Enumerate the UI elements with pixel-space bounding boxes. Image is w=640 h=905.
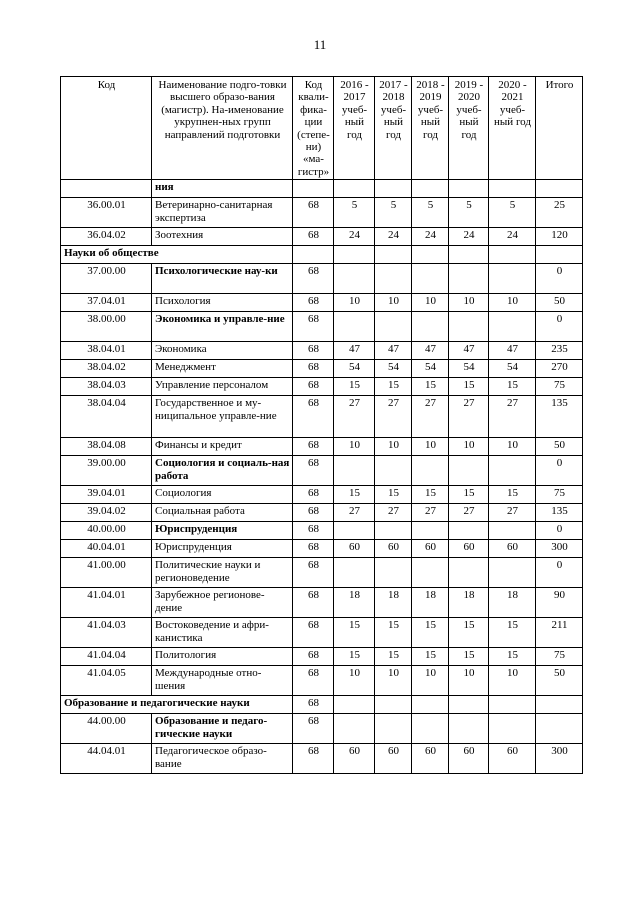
year-value: 15: [375, 486, 412, 504]
table-row: [61, 540, 583, 558]
empty-cell: [449, 696, 489, 714]
table-row: [61, 588, 583, 618]
year-value: 27: [375, 504, 412, 522]
qualification-code: 68: [293, 378, 334, 396]
empty-cell: [375, 696, 412, 714]
year-value: [489, 312, 536, 342]
qualification-code: 68: [293, 588, 334, 618]
year-value: 5: [412, 198, 449, 228]
program-name: Экономика: [152, 342, 293, 360]
year-value: 18: [334, 588, 375, 618]
program-name: Политология: [152, 648, 293, 666]
year-value: [449, 522, 489, 540]
empty-cell: [293, 246, 334, 264]
section-row: [61, 246, 583, 264]
total-value: [536, 180, 583, 198]
program-code: 41.00.00: [61, 558, 152, 588]
year-value: 24: [334, 228, 375, 246]
program-code: 41.04.04: [61, 648, 152, 666]
year-value: 60: [334, 540, 375, 558]
table-row: [61, 504, 583, 522]
year-value: [375, 456, 412, 486]
qualification-code: 68: [293, 312, 334, 342]
empty-cell: [449, 246, 489, 264]
program-code: 40.04.01: [61, 540, 152, 558]
table-header-row: [61, 77, 583, 180]
qualification-code: 68: [293, 438, 334, 456]
year-value: [412, 312, 449, 342]
table-row: [61, 360, 583, 378]
program-name: Востоковедение и афри-канистика: [152, 618, 293, 648]
program-name: ния: [152, 180, 293, 198]
total-value: 0: [536, 558, 583, 588]
table-row: [61, 264, 583, 294]
year-value: [375, 522, 412, 540]
table-row: [61, 666, 583, 696]
empty-cell: [412, 246, 449, 264]
year-value: [334, 522, 375, 540]
qualification-code: 68: [293, 522, 334, 540]
year-value: 5: [334, 198, 375, 228]
header-qualification: Код квали-фика-ции (степе-ни) «ма-гистр»: [293, 77, 334, 180]
program-name: Социальная работа: [152, 504, 293, 522]
year-value: 10: [449, 438, 489, 456]
program-code: 36.00.01: [61, 198, 152, 228]
qualification-code: 68: [293, 264, 334, 294]
year-value: [334, 312, 375, 342]
program-name: Государственное и му-ниципальное управле-ние: [152, 396, 293, 438]
program-code: [61, 180, 152, 198]
table-row: [61, 648, 583, 666]
section-title: Образование и педагогические науки: [61, 696, 293, 714]
program-name: Экономика и управле-ние: [152, 312, 293, 342]
year-value: 10: [489, 438, 536, 456]
empty-cell: [412, 696, 449, 714]
header-name: Наименование подго-товки высшего образо-вания (магистр). На-именование укрупнен-ных групп направлений подготовки: [152, 77, 293, 180]
year-value: [412, 522, 449, 540]
total-value: 75: [536, 486, 583, 504]
year-value: 47: [412, 342, 449, 360]
year-value: 10: [489, 666, 536, 696]
year-value: 54: [375, 360, 412, 378]
program-code: 44.00.00: [61, 714, 152, 744]
year-value: 54: [334, 360, 375, 378]
year-value: 15: [334, 648, 375, 666]
year-value: [375, 180, 412, 198]
table-row: [61, 180, 583, 198]
program-code: 39.00.00: [61, 456, 152, 486]
qualification-code: 68: [293, 648, 334, 666]
year-value: 10: [334, 666, 375, 696]
year-value: [375, 558, 412, 588]
empty-cell: [536, 696, 583, 714]
table-row: [61, 198, 583, 228]
header-2017: 2017 - 2018 учеб-ный год: [375, 77, 412, 180]
year-value: 47: [449, 342, 489, 360]
year-value: [449, 312, 489, 342]
total-value: 211: [536, 618, 583, 648]
year-value: [489, 180, 536, 198]
year-value: [334, 558, 375, 588]
program-code: 44.04.01: [61, 744, 152, 774]
year-value: 60: [375, 744, 412, 774]
total-value: 270: [536, 360, 583, 378]
total-value: 50: [536, 438, 583, 456]
program-name: Международные отно-шения: [152, 666, 293, 696]
year-value: 27: [449, 504, 489, 522]
table-row: [61, 438, 583, 456]
qualification-code: 68: [293, 666, 334, 696]
year-value: 27: [412, 396, 449, 438]
empty-cell: [334, 246, 375, 264]
program-code: 38.04.04: [61, 396, 152, 438]
table-row: [61, 744, 583, 774]
table-row: [61, 522, 583, 540]
year-value: [334, 180, 375, 198]
program-name: Психологические нау-ки: [152, 264, 293, 294]
year-value: [334, 714, 375, 744]
table-row: [61, 618, 583, 648]
year-value: 60: [412, 744, 449, 774]
program-code: 37.00.00: [61, 264, 152, 294]
year-value: [412, 558, 449, 588]
year-value: 10: [412, 294, 449, 312]
year-value: [375, 312, 412, 342]
header-code: Код: [61, 77, 152, 180]
table-row: [61, 228, 583, 246]
year-value: [375, 264, 412, 294]
year-value: 15: [334, 618, 375, 648]
section-title: Науки об обществе: [61, 246, 293, 264]
year-value: 10: [375, 666, 412, 696]
year-value: [449, 558, 489, 588]
year-value: 10: [489, 294, 536, 312]
year-value: 27: [334, 504, 375, 522]
year-value: [489, 456, 536, 486]
section-row: [61, 696, 583, 714]
year-value: 24: [489, 228, 536, 246]
qualification-code: 68: [293, 504, 334, 522]
year-value: 15: [412, 618, 449, 648]
year-value: 24: [412, 228, 449, 246]
page-number: 11: [313, 37, 327, 52]
table-row: [61, 294, 583, 312]
program-name: Управление персоналом: [152, 378, 293, 396]
header-2016: 2016 - 2017 учеб-ный год: [334, 77, 375, 180]
qualification-code: 68: [293, 294, 334, 312]
table-row: [61, 486, 583, 504]
program-code: 38.04.08: [61, 438, 152, 456]
total-value: 25: [536, 198, 583, 228]
year-value: 27: [375, 396, 412, 438]
qualification-code: 68: [293, 696, 334, 714]
year-value: 10: [375, 438, 412, 456]
empty-cell: [375, 246, 412, 264]
year-value: 10: [334, 438, 375, 456]
total-value: [536, 714, 583, 744]
year-value: [489, 558, 536, 588]
total-value: 0: [536, 312, 583, 342]
header-2019: 2019 - 2020 учеб-ный год: [449, 77, 489, 180]
year-value: [334, 456, 375, 486]
qualification-code: 68: [293, 558, 334, 588]
total-value: 235: [536, 342, 583, 360]
header-2020: 2020 - 2021 учеб-ный год: [489, 77, 536, 180]
year-value: 27: [412, 504, 449, 522]
year-value: 18: [449, 588, 489, 618]
program-code: 38.04.01: [61, 342, 152, 360]
year-value: 15: [449, 618, 489, 648]
header-total: Итого: [536, 77, 583, 180]
year-value: 10: [412, 438, 449, 456]
year-value: 10: [412, 666, 449, 696]
program-name: Социология и социаль-ная работа: [152, 456, 293, 486]
year-value: 24: [375, 228, 412, 246]
table-body: [61, 180, 583, 774]
table-row: [61, 396, 583, 438]
year-value: 47: [334, 342, 375, 360]
program-code: 41.04.03: [61, 618, 152, 648]
year-value: [449, 264, 489, 294]
empty-cell: [536, 246, 583, 264]
program-name: Политические науки и регионоведение: [152, 558, 293, 588]
total-value: 0: [536, 522, 583, 540]
year-value: 18: [489, 588, 536, 618]
table-row: [61, 378, 583, 396]
total-value: 90: [536, 588, 583, 618]
qualification-code: 68: [293, 198, 334, 228]
qualification-code: 68: [293, 228, 334, 246]
program-name: Ветеринарно-санитарная экспертиза: [152, 198, 293, 228]
year-value: 15: [449, 648, 489, 666]
program-name: Зоотехния: [152, 228, 293, 246]
program-code: 36.04.02: [61, 228, 152, 246]
year-value: [489, 714, 536, 744]
year-value: 60: [449, 744, 489, 774]
year-value: [412, 264, 449, 294]
qualification-code: 68: [293, 618, 334, 648]
year-value: 47: [375, 342, 412, 360]
year-value: 54: [412, 360, 449, 378]
year-value: 15: [489, 618, 536, 648]
program-name: Зарубежное регионове-дение: [152, 588, 293, 618]
year-value: 60: [334, 744, 375, 774]
year-value: 15: [334, 486, 375, 504]
header-2018: 2018 - 2019 учеб-ный год: [412, 77, 449, 180]
total-value: 300: [536, 744, 583, 774]
program-name: Менеджмент: [152, 360, 293, 378]
year-value: 60: [412, 540, 449, 558]
year-value: 5: [489, 198, 536, 228]
year-value: 15: [375, 378, 412, 396]
total-value: 75: [536, 648, 583, 666]
year-value: 60: [489, 744, 536, 774]
year-value: 15: [412, 486, 449, 504]
year-value: 15: [449, 378, 489, 396]
program-code: 39.04.01: [61, 486, 152, 504]
table-row: [61, 558, 583, 588]
qualification-code: 68: [293, 714, 334, 744]
year-value: 5: [375, 198, 412, 228]
year-value: 18: [412, 588, 449, 618]
year-value: 15: [489, 648, 536, 666]
total-value: 120: [536, 228, 583, 246]
year-value: 15: [375, 648, 412, 666]
program-name: Психология: [152, 294, 293, 312]
qualification-code: 68: [293, 342, 334, 360]
year-value: 54: [449, 360, 489, 378]
program-code: 38.00.00: [61, 312, 152, 342]
qualification-code: [293, 180, 334, 198]
year-value: [489, 264, 536, 294]
year-value: 60: [375, 540, 412, 558]
year-value: [412, 180, 449, 198]
year-value: [412, 714, 449, 744]
program-name: Социология: [152, 486, 293, 504]
total-value: 50: [536, 294, 583, 312]
year-value: 15: [412, 648, 449, 666]
year-value: 27: [489, 396, 536, 438]
qualification-code: 68: [293, 486, 334, 504]
year-value: [375, 714, 412, 744]
total-value: 0: [536, 264, 583, 294]
year-value: 60: [489, 540, 536, 558]
year-value: 15: [489, 486, 536, 504]
table-row: [61, 456, 583, 486]
qualification-code: 68: [293, 456, 334, 486]
year-value: 10: [334, 294, 375, 312]
total-value: 135: [536, 504, 583, 522]
year-value: [489, 522, 536, 540]
year-value: 18: [375, 588, 412, 618]
year-value: [449, 180, 489, 198]
year-value: 27: [489, 504, 536, 522]
year-value: 24: [449, 228, 489, 246]
year-value: 60: [449, 540, 489, 558]
year-value: 15: [334, 378, 375, 396]
year-value: 47: [489, 342, 536, 360]
table-row: [61, 714, 583, 744]
total-value: 135: [536, 396, 583, 438]
year-value: 15: [412, 378, 449, 396]
qualification-code: 68: [293, 540, 334, 558]
year-value: 15: [375, 618, 412, 648]
year-value: [334, 264, 375, 294]
year-value: 10: [375, 294, 412, 312]
total-value: 0: [536, 456, 583, 486]
program-code: 41.04.05: [61, 666, 152, 696]
year-value: 15: [449, 486, 489, 504]
program-name: Юриспруденция: [152, 522, 293, 540]
training-plan-table: [60, 76, 583, 774]
year-value: [449, 456, 489, 486]
program-name: Образование и педаго-гические науки: [152, 714, 293, 744]
total-value: 50: [536, 666, 583, 696]
year-value: 27: [449, 396, 489, 438]
year-value: 10: [449, 666, 489, 696]
program-code: 40.00.00: [61, 522, 152, 540]
qualification-code: 68: [293, 360, 334, 378]
year-value: 27: [334, 396, 375, 438]
program-code: 38.04.02: [61, 360, 152, 378]
program-name: Юриспруденция: [152, 540, 293, 558]
total-value: 300: [536, 540, 583, 558]
empty-cell: [489, 246, 536, 264]
year-value: [412, 456, 449, 486]
program-code: 38.04.03: [61, 378, 152, 396]
program-name: Финансы и кредит: [152, 438, 293, 456]
year-value: 54: [489, 360, 536, 378]
program-code: 39.04.02: [61, 504, 152, 522]
table-row: [61, 312, 583, 342]
qualification-code: 68: [293, 744, 334, 774]
year-value: 10: [449, 294, 489, 312]
empty-cell: [489, 696, 536, 714]
program-code: 37.04.01: [61, 294, 152, 312]
year-value: 5: [449, 198, 489, 228]
program-code: 41.04.01: [61, 588, 152, 618]
empty-cell: [334, 696, 375, 714]
program-name: Педагогическое образо-вание: [152, 744, 293, 774]
year-value: [449, 714, 489, 744]
total-value: 75: [536, 378, 583, 396]
qualification-code: 68: [293, 396, 334, 438]
year-value: 15: [489, 378, 536, 396]
table-row: [61, 342, 583, 360]
